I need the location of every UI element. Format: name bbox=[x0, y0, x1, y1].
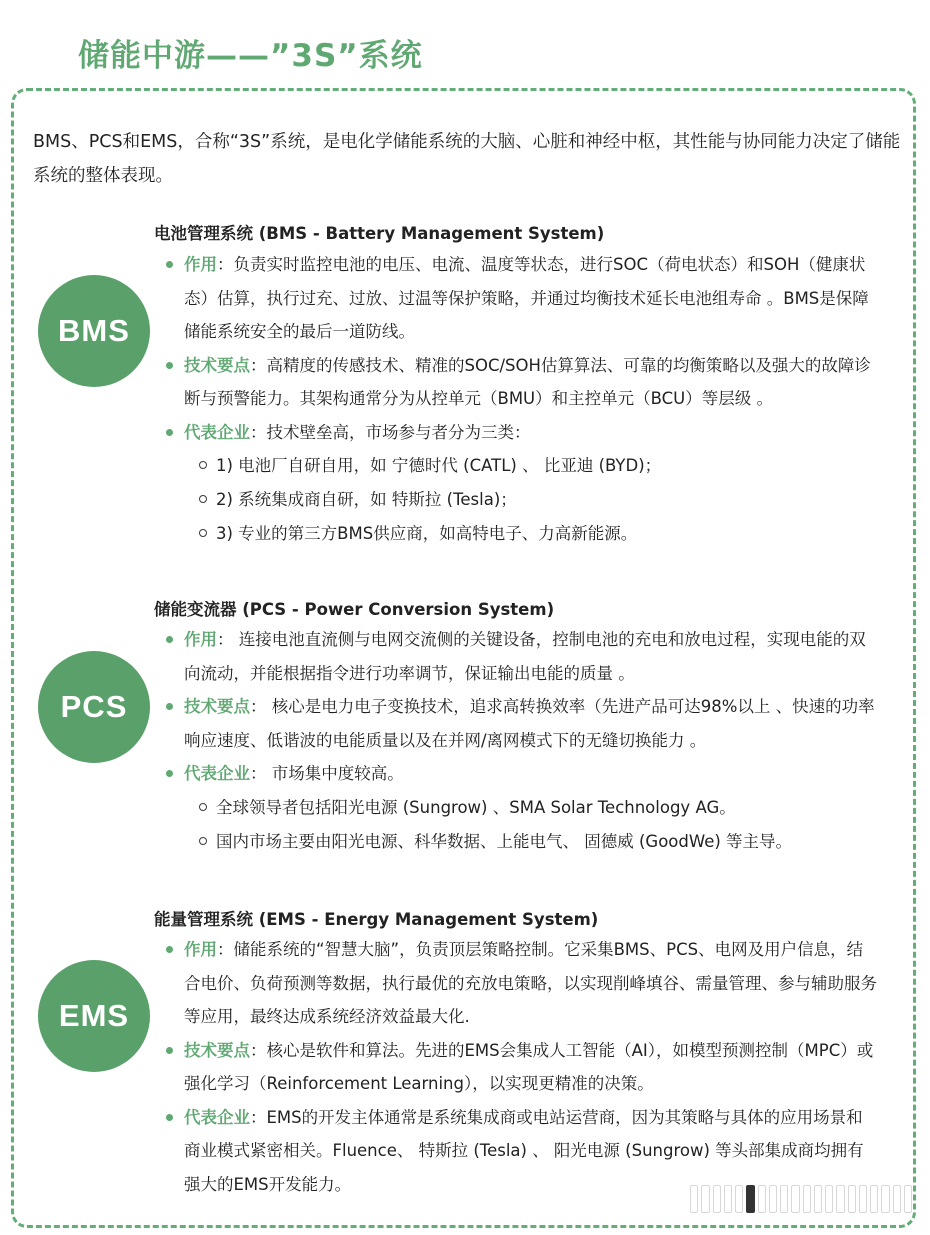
watermark-bar bbox=[836, 1185, 844, 1213]
page-title: 储能中游——”3S”系统 bbox=[78, 38, 423, 74]
ems-tech-label: 技术要点 bbox=[184, 1040, 250, 1060]
pcs-heading: 储能变流器 (PCS - Power Conversion System) bbox=[154, 600, 555, 619]
pcs-role-text: 连接电池直流侧与电网交流侧的关键设备，控制电池的充电和放电过程，实现电能的双向流动，并能根据指令进行功率调节，保证输出电能的质量 。 bbox=[184, 630, 866, 683]
ems-tech-item bbox=[162, 1034, 877, 1101]
watermark-bar bbox=[746, 1185, 754, 1213]
watermark-bar bbox=[690, 1185, 698, 1213]
pcs-company-subitem bbox=[194, 825, 877, 859]
sub-bullet-ring bbox=[199, 529, 207, 537]
bullet-dot bbox=[166, 703, 173, 710]
pcs-tech-item bbox=[162, 690, 877, 757]
bms-company-subitem bbox=[194, 449, 877, 483]
watermark-bar bbox=[814, 1185, 822, 1213]
bms-heading: 电池管理系统 (BMS - Battery Management System) bbox=[154, 224, 605, 243]
watermark-bar bbox=[735, 1185, 743, 1213]
intro-paragraph: BMS、PCS和EMS，合称“3S”系统，是电化学储能系统的大脑、心脏和神经中枢，其性能与协同能力决定了储能系统的整体表现。 bbox=[33, 132, 901, 186]
watermark-bar bbox=[713, 1185, 721, 1213]
bms-company-subitem bbox=[194, 483, 877, 517]
watermark-bar bbox=[904, 1185, 912, 1213]
bms-tech-label: 技术要点 bbox=[184, 355, 250, 375]
bullet-dot bbox=[166, 770, 173, 777]
ems-bullet-list bbox=[162, 933, 877, 1201]
bms-company-sep: ： bbox=[250, 422, 267, 442]
pcs-bullet-list bbox=[162, 623, 877, 859]
bms-badge: BMS bbox=[38, 275, 150, 387]
pcs-company-item bbox=[162, 757, 877, 859]
sub-bullet-ring bbox=[199, 803, 207, 811]
bullet-dot bbox=[166, 1114, 173, 1121]
bms-role-label: 作用 bbox=[184, 255, 217, 274]
pcs-role-label: 作用 bbox=[184, 630, 217, 649]
bullet-dot bbox=[166, 946, 173, 953]
bms-tech-sep: ： bbox=[250, 355, 267, 375]
bms-role-item bbox=[162, 248, 877, 349]
watermark-bar bbox=[791, 1185, 799, 1213]
ems-role-item bbox=[162, 933, 877, 1034]
watermark-bar bbox=[701, 1185, 709, 1213]
sub-text: 1) 电池厂自研自用，如 宁德时代 (CATL) 、 比亚迪 (BYD)； bbox=[216, 456, 662, 475]
bms-bullet-list bbox=[162, 248, 877, 551]
ems-tech-sep: ： bbox=[250, 1040, 267, 1060]
watermark-bar bbox=[803, 1185, 811, 1213]
pcs-company-subitem bbox=[194, 791, 877, 825]
pcs-tech-text: 核心是电力电子变换技术，追求高转换效率（先进产品可达98%以上 、快速的功率响应速度、低谐波的电能质量以及在并网/离网模式下的无缝切换能力 。 bbox=[184, 697, 875, 750]
ems-role-sep: ： bbox=[217, 940, 234, 959]
sub-text: 全球领导者包括阳光电源 (Sungrow) 、SMA Solar Technology AG。 bbox=[216, 797, 736, 817]
pcs-role-sep: ： bbox=[217, 630, 234, 649]
sub-text: 国内市场主要由阳光电源、科华数据、上能电气、 固德威 (GoodWe) 等主导。 bbox=[216, 831, 793, 851]
sub-text: 2) 系统集成商自研，如 特斯拉 (Tesla)； bbox=[216, 490, 517, 509]
bms-company-text: 技术壁垒高，市场参与者分为三类： bbox=[266, 422, 531, 442]
pcs-tech-sep: ： bbox=[250, 697, 267, 716]
bullet-dot bbox=[166, 429, 173, 436]
ems-tech-text: 核心是软件和算法。先进的EMS会集成人工智能（AI），如模型预测控制（MPC）或强化学习（Reinforcement Learning），以实现更精准的决策。 bbox=[184, 1040, 874, 1093]
sub-bullet-ring bbox=[199, 837, 207, 845]
bms-tech-item bbox=[162, 349, 877, 416]
watermark-bar bbox=[769, 1185, 777, 1213]
pcs-company-text: 市场集中度较高。 bbox=[266, 764, 404, 783]
watermark-bar bbox=[870, 1185, 878, 1213]
watermark-bar bbox=[848, 1185, 856, 1213]
watermark-bar bbox=[859, 1185, 867, 1213]
watermark-bar bbox=[893, 1185, 901, 1213]
bms-role-sep: ： bbox=[217, 255, 234, 274]
ems-company-text: EMS的开发主体通常是系统集成商或电站运营商，因为其策略与具体的应用场景和商业模式紧密相关。Fluence、 特斯拉 (Tesla) 、 阳光电源 (Sungrow) 等头部集成商均拥有强大的EMS开发能力。 bbox=[184, 1107, 864, 1194]
bullet-dot bbox=[166, 1047, 173, 1054]
pcs-tech-label: 技术要点 bbox=[184, 697, 250, 716]
pcs-company-label: 代表企业 bbox=[184, 764, 250, 783]
sub-bullet-ring bbox=[199, 495, 207, 503]
pcs-company-sublist bbox=[184, 791, 877, 859]
bullet-dot bbox=[166, 362, 173, 369]
sub-text: 3) 专业的第三方BMS供应商，如高特电子、力高新能源。 bbox=[216, 524, 638, 543]
bms-role-text: 负责实时监控电池的电压、电流、温度等状态，进行SOC（荷电状态）和SOH（健康状态）估算，执行过充、过放、过温等保护策略，并通过均衡技术延长电池组寿命 。BMS是保障储能系统安全的最后一道防线。 bbox=[184, 255, 869, 341]
bms-company-item bbox=[162, 416, 877, 552]
bms-tech-text: 高精度的传感技术、精准的SOC/SOH估算算法、可靠的均衡策略以及强大的故障诊断与预警能力。其架构通常分为从控单元（BMU）和主控单元（BCU）等层级 。 bbox=[184, 355, 871, 408]
pcs-badge: PCS bbox=[38, 651, 150, 763]
ems-role-label: 作用 bbox=[184, 940, 217, 959]
bullet-dot bbox=[166, 261, 173, 268]
bullet-dot bbox=[166, 636, 173, 643]
bms-company-subitem bbox=[194, 517, 877, 551]
pcs-role-item bbox=[162, 623, 877, 690]
watermark-bar bbox=[724, 1185, 732, 1213]
watermark-logo bbox=[690, 1183, 912, 1215]
ems-company-sep: ： bbox=[250, 1107, 267, 1127]
ems-role-text: 储能系统的“智慧大脑”，负责顶层策略控制。它采集BMS、PCS、电网及用户信息，结合电价、负荷预测等数据，执行最优的充放电策略，以实现削峰填谷、需量管理、参与辅助服务等应用，最终达成系统经济效益最大化. bbox=[184, 940, 877, 1026]
bms-company-sublist bbox=[184, 449, 877, 551]
bms-company-label: 代表企业 bbox=[184, 422, 250, 442]
watermark-bar bbox=[758, 1185, 766, 1213]
watermark-bar bbox=[825, 1185, 833, 1213]
ems-company-label: 代表企业 bbox=[184, 1107, 250, 1127]
watermark-bar bbox=[881, 1185, 889, 1213]
sub-bullet-ring bbox=[199, 461, 207, 469]
pcs-company-sep: ： bbox=[250, 764, 267, 783]
watermark-bar bbox=[780, 1185, 788, 1213]
ems-heading: 能量管理系统 (EMS - Energy Management System) bbox=[154, 910, 599, 929]
ems-badge: EMS bbox=[38, 960, 150, 1072]
